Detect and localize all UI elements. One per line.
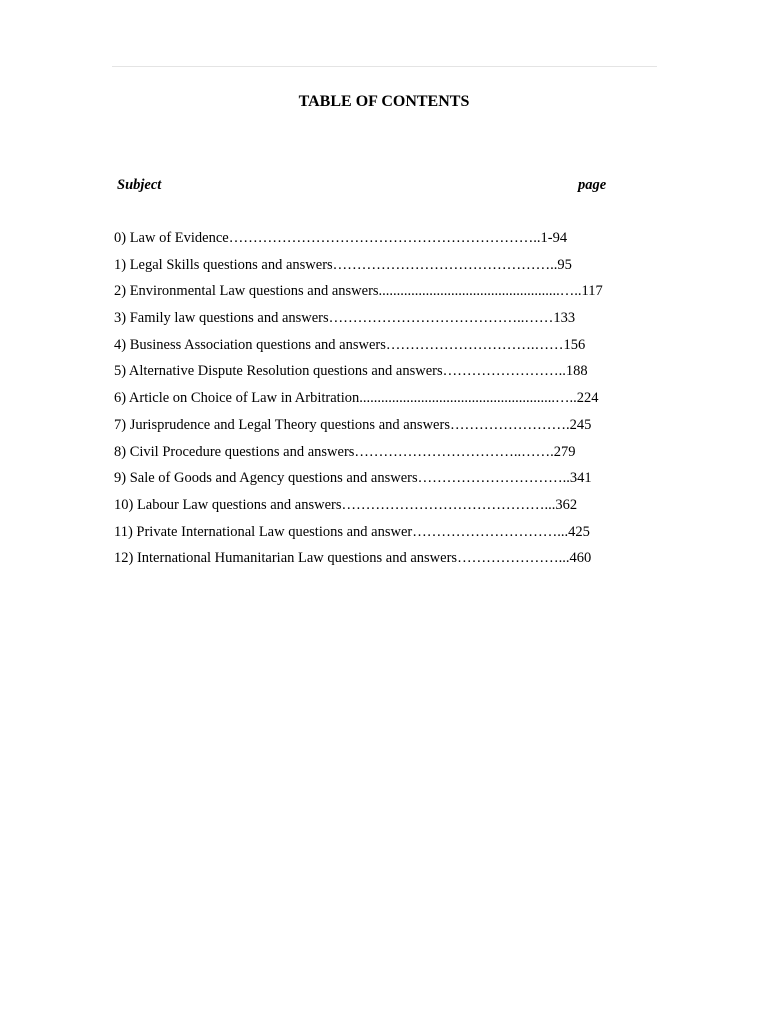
toc-entry: 8) Civil Procedure questions and answers……………………………..…….279 — [114, 443, 576, 460]
toc-entry: 11) Private International Law questions and answer…………………………...425 — [114, 523, 590, 540]
page-top-divider — [112, 66, 657, 67]
page-column-header: page — [578, 177, 607, 193]
toc-entry: 7) Jurisprudence and Legal Theory questions and answers…………………….245 — [114, 416, 592, 433]
toc-entry: 5) Alternative Dispute Resolution questions and answers……………………..188 — [114, 363, 588, 380]
toc-entry: 3) Family law questions and answers…………………………………..……133 — [114, 310, 576, 327]
toc-list — [114, 228, 614, 575]
toc-entry: 9) Sale of Goods and Agency questions and answers…………………………..341 — [114, 470, 592, 487]
page-title: TABLE OF CONTENTS — [298, 93, 470, 110]
subject-column-header: Subject — [117, 177, 162, 193]
toc-entry: 6) Article on Choice of Law in Arbitration......................................................…..224 — [114, 390, 599, 407]
toc-entry: 4) Business Association questions and answers………………………….……156 — [114, 336, 586, 353]
toc-entry: 10) Labour Law questions and answers……………………………………...362 — [114, 496, 578, 513]
toc-entry: 12) International Humanitarian Law questions and answers…………………...460 — [114, 550, 592, 567]
toc-entry: 1) Legal Skills questions and answers………………………………………..95 — [114, 256, 572, 273]
toc-entry: 0) Law of Evidence………………………………………………………..1-94 — [114, 230, 568, 246]
toc-entry: 2) Environmental Law questions and answers..................................................…..117 — [114, 283, 603, 300]
